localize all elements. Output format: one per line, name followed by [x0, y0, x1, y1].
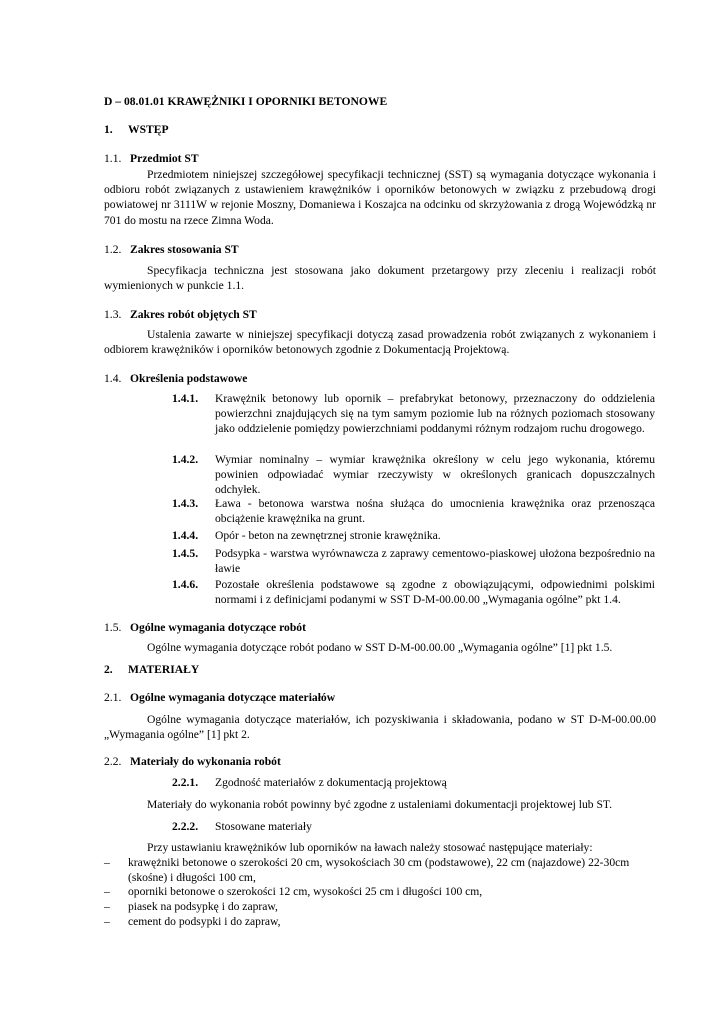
- list-item: piasek na podsypkę i do zapraw,: [128, 900, 278, 913]
- section-title: Ogólne wymagania dotyczące materiałów: [130, 691, 336, 704]
- section-1-1-paragraph: Przedmiotem niniejszej szczegółowej specyfikacji technicznej (SST) są wymagania dotyczące wykonania i odbioru robót związanych z ustawieniem krawężników i oporników betonowych w związku z przebudową drogi powiatowej nr 3111W w rejonie Moszny, Domaniewa i Koszajca na odcinku od skrzyżowania z drogą Wojewódzką nr 701 do mostu na rzece Zimna Woda.: [104, 168, 656, 227]
- definition-text: Podsypka - warstwa wyrównawcza z zaprawy cementowo-piaskowej ułożona bezpośrednio na ławie: [215, 547, 655, 576]
- section-1-3-heading: [104, 307, 656, 322]
- section-title: Materiały do wykonania robót: [130, 755, 281, 768]
- subsection-title: Zgodność materiałów z dokumentacją projektową: [215, 776, 447, 789]
- definition-number: 1.4.3.: [172, 497, 199, 510]
- section-number: 2.1.: [104, 691, 122, 704]
- subsection-number: 2.2.2.: [172, 820, 199, 833]
- definition-text: Ława - betonowa warstwa nośna służąca do umocnienia krawężnika oraz przenosząca obciążenie krawężnika na grunt.: [215, 497, 655, 526]
- definition-number: 1.4.5.: [172, 547, 199, 560]
- section-number: 2.: [104, 663, 113, 676]
- section-title: Określenia podstawowe: [130, 372, 248, 385]
- list-bullet: –: [104, 885, 110, 898]
- section-number: 1.: [104, 123, 113, 136]
- subsection-title: Stosowane materiały: [215, 820, 312, 833]
- subsection-number: 2.2.1.: [172, 776, 199, 789]
- section-number: 1.4.: [104, 372, 122, 385]
- list-bullet: –: [104, 900, 110, 913]
- section-number: 1.3.: [104, 308, 122, 321]
- definition-text: Opór - beton na zewnętrznej stronie krawężnika.: [215, 529, 441, 542]
- section-number: 1.5.: [104, 621, 122, 634]
- section-number: 1.2.: [104, 243, 122, 256]
- subsection-paragraph: Materiały do wykonania robót powinny być zgodne z ustaleniami dokumentacji projektowej lub ST.: [147, 798, 613, 811]
- list-item: oporniki betonowe o szerokości 12 cm, wysokości 25 cm i długości 100 cm,: [128, 885, 483, 898]
- section-1-5-paragraph: Ogólne wymagania dotyczące robót podano w SST D-M-00.00.00 „Wymagania ogólne” [1] pkt 1.5.: [147, 641, 613, 654]
- section-1-4-heading: [104, 371, 656, 386]
- section-title: Ogólne wymagania dotyczące robót: [130, 621, 306, 634]
- section-1-1-heading: [104, 151, 656, 166]
- definition-text: Wymiar nominalny – wymiar krawężnika określony w celu jego wykonania, któremu powinien odpowiadać wymiar rzeczywisty w określonych granicach dopuszczalnych odchyłek.: [215, 453, 655, 497]
- section-1-2-paragraph: Specyfikacja techniczna jest stosowana jako dokument przetargowy przy zleceniu i realizacji robót wymienionych w punkcie 1.1.: [104, 264, 656, 293]
- section-1-2-heading: [104, 242, 656, 257]
- definition-number: 1.4.2.: [172, 453, 199, 466]
- list-item: krawężniki betonowe o szerokości 20 cm, wysokościach 30 cm (podstawowe), 22 cm (najazdowe) 22-30cm (skośne) i długości 100 cm,: [128, 856, 630, 885]
- list-bullet: –: [104, 915, 110, 928]
- doc-title: D – 08.01.01 KRAWĘŻNIKI I OPORNIKI BETONOWE: [104, 95, 388, 108]
- definition-number: 1.4.6.: [172, 578, 199, 591]
- section-title: WSTĘP: [128, 123, 169, 136]
- definition-text: Pozostałe określenia podstawowe są zgodne z obowiązującymi, odpowiednimi polskimi normami i z definicjami podanymi w SST D-M-00.00.00 „Wymagania ogólne” pkt 1.4.: [215, 578, 655, 607]
- section-2-heading: [104, 662, 656, 677]
- section-1-3-paragraph: Ustalenia zawarte w niniejszej specyfikacji dotyczą zasad prowadzenia robót związanych z wykonaniem i odbiorem krawężników i oporników betonowych zgodnie z Dokumentacją Projektową.: [104, 328, 656, 357]
- list-bullet: –: [104, 856, 110, 869]
- section-1-5-heading: [104, 620, 656, 635]
- section-2-1-paragraph: Ogólne wymagania dotyczące materiałów, ich pozyskiwania i składowania, podano w ST D-M-00.00.00 „Wymagania ogólne” [1] pkt 2.: [104, 713, 656, 742]
- section-2-2-heading: [104, 754, 656, 769]
- section-number: 1.1.: [104, 152, 122, 165]
- section-title: Zakres stosowania ST: [130, 243, 239, 256]
- section-1-heading: [104, 122, 656, 137]
- section-title: Zakres robót objętych ST: [130, 308, 257, 321]
- definition-number: 1.4.1.: [172, 392, 199, 405]
- section-number: 2.2.: [104, 755, 122, 768]
- subsection-paragraph: Przy ustawianiu krawężników lub oporników na ławach należy stosować następujące materiały:: [147, 841, 593, 854]
- definition-text: Krawężnik betonowy lub opornik – prefabrykat betonowy, przeznaczony do oddzielenia powierzchni znajdujących się na tym samym poziomie lub na różnych poziomach stosowany jako oddzielenie pomiędzy powierzchniami poddanymi różnym rodzajom ruchu drogowego.: [215, 392, 655, 436]
- section-2-1-heading: [104, 690, 656, 705]
- definition-number: 1.4.4.: [172, 529, 199, 542]
- section-title: Przedmiot ST: [130, 152, 199, 165]
- section-title: MATERIAŁY: [128, 663, 200, 676]
- list-item: cement do podsypki i do zapraw,: [128, 915, 281, 928]
